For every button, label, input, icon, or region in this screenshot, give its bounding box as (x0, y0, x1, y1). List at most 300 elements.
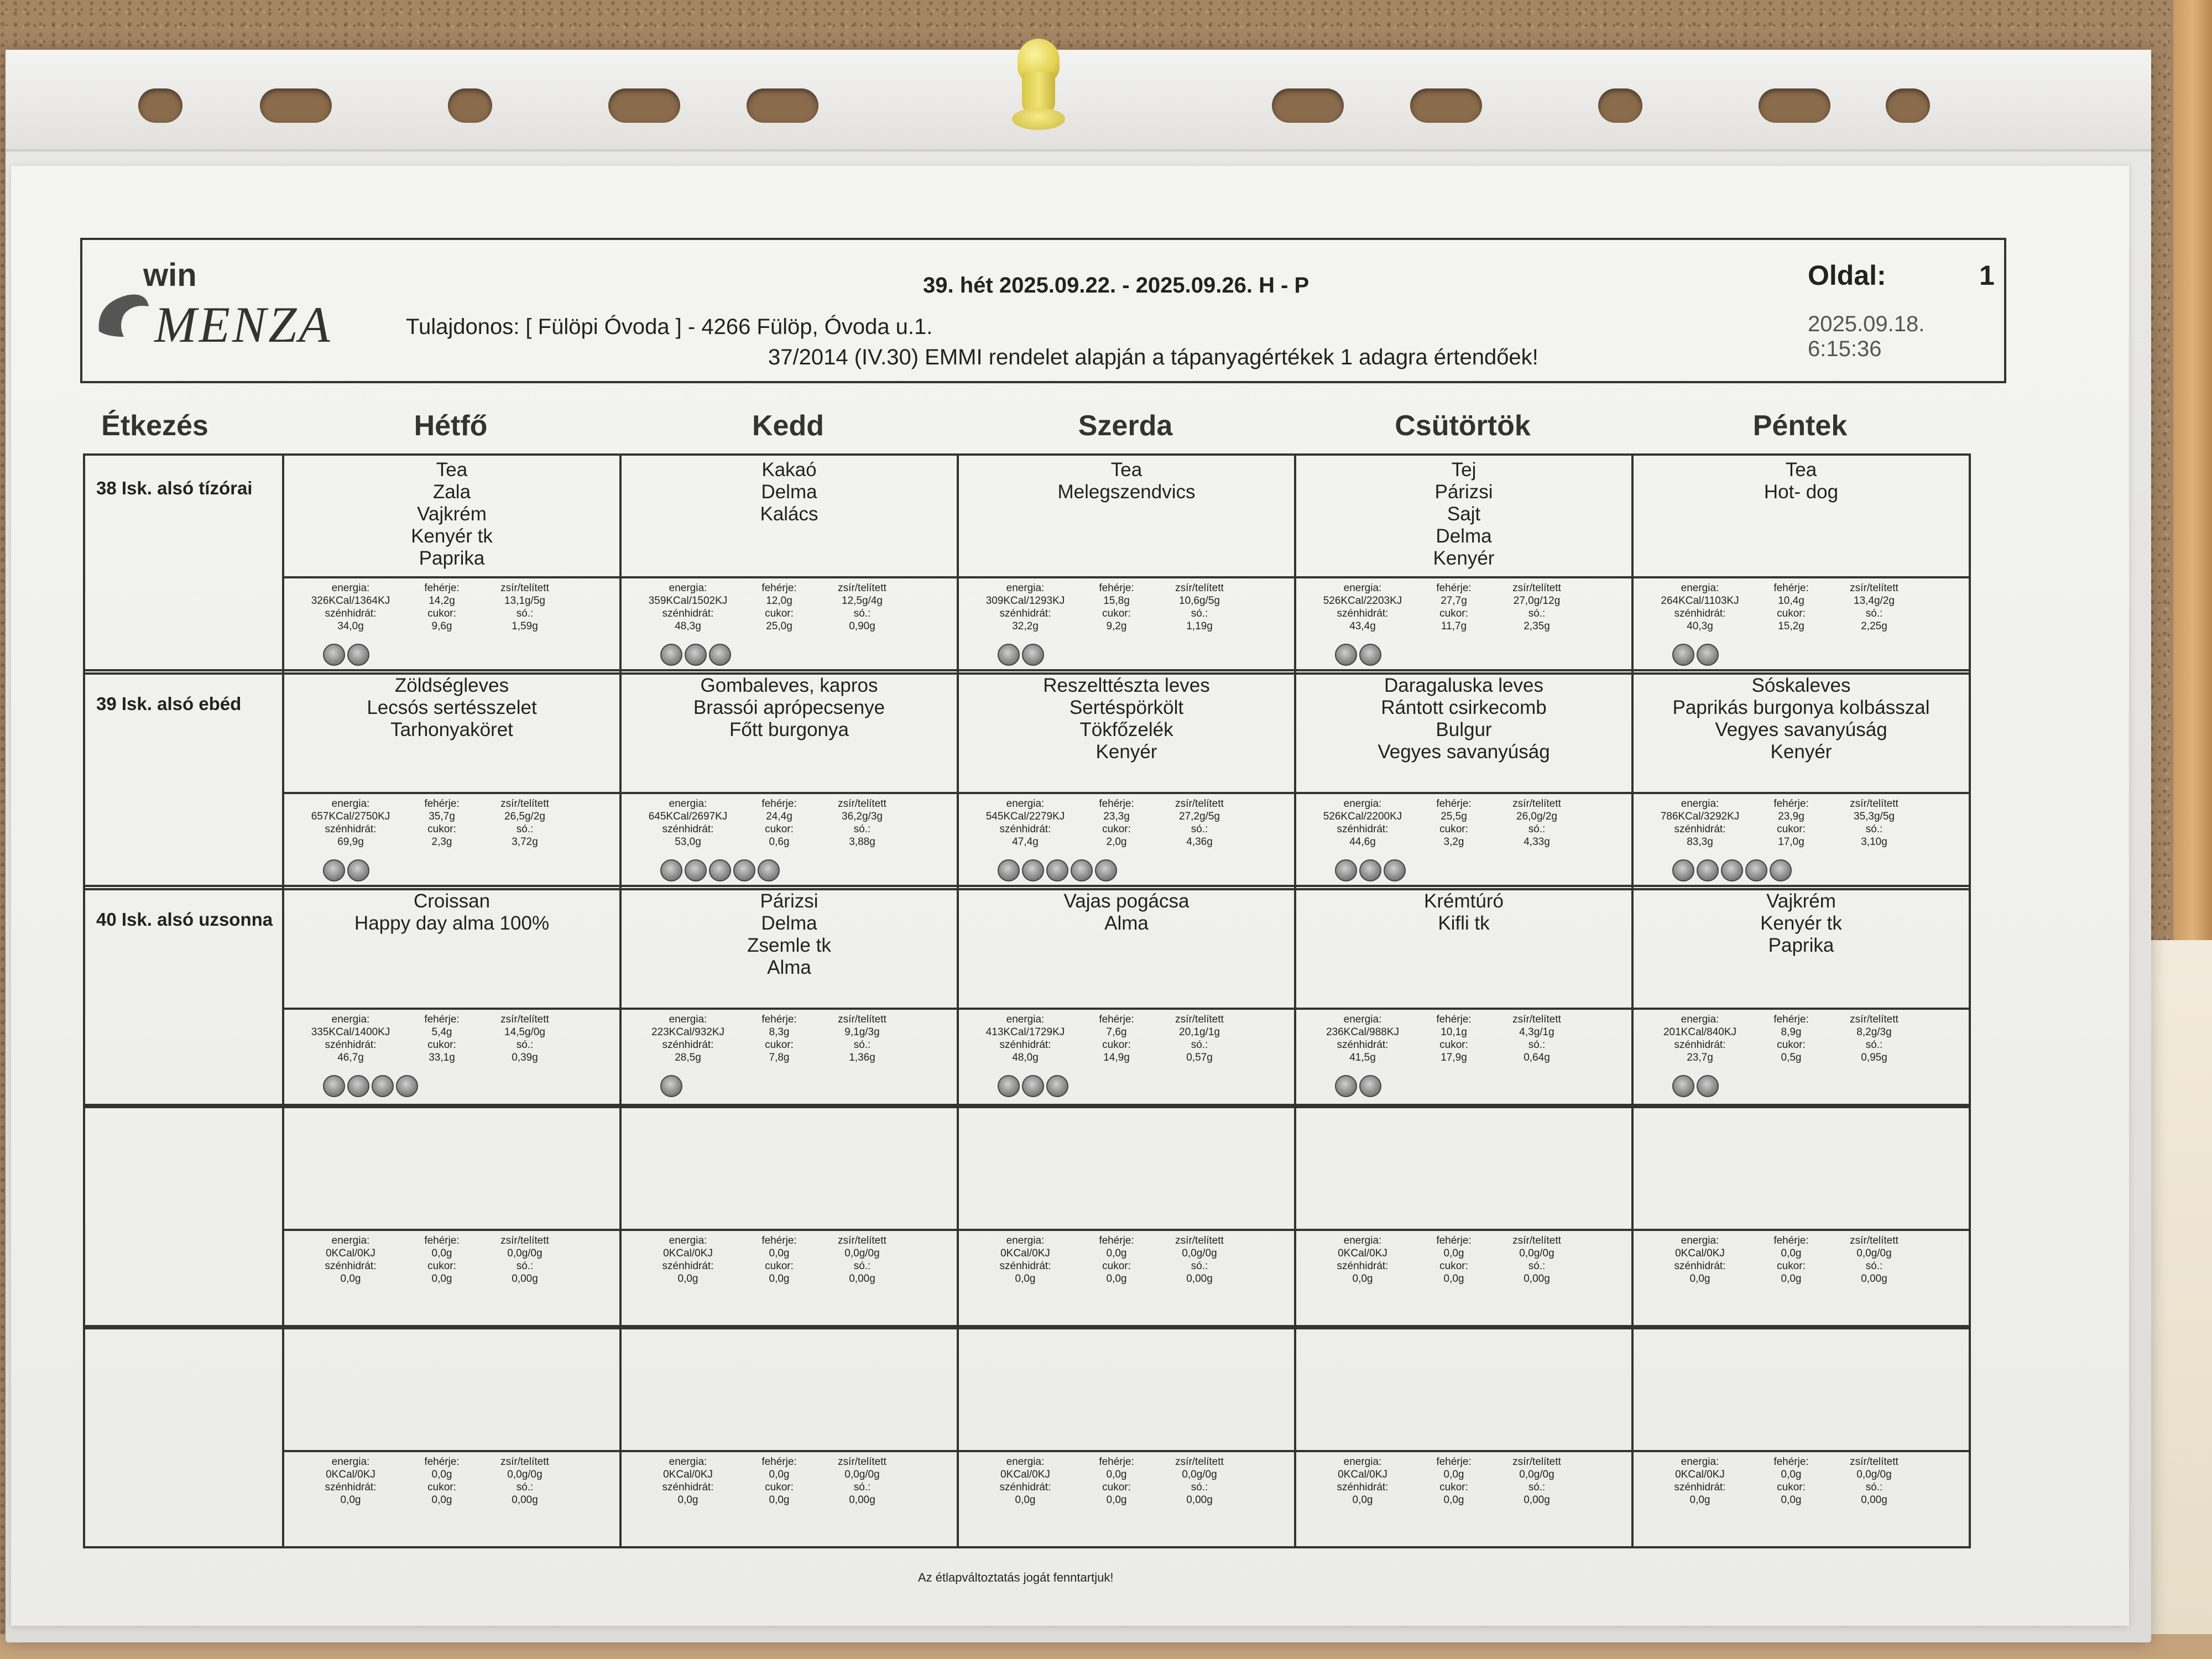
allergen-icons (1335, 1075, 1381, 1097)
dish-item: Párizsi (1434, 481, 1493, 503)
fat-value: 0,0g/0g (507, 1469, 542, 1480)
nutrition-label: fehérje: (1773, 1014, 1809, 1025)
allergen-icon (1046, 1075, 1068, 1097)
nutrition-label: zsír/telített (1512, 1235, 1561, 1246)
energy-value: 413KCal/1729KJ (985, 1026, 1065, 1038)
sugar-value: 25,0g (766, 620, 792, 632)
logo-win: win (143, 257, 197, 293)
salt-value: 3,88g (849, 836, 875, 848)
nutrition-label: fehérje: (761, 1014, 797, 1025)
fat-value: 27,0g/12g (1513, 595, 1561, 607)
dish-item: Vegyes savanyúság (1715, 719, 1887, 740)
allergen-icon (1095, 859, 1117, 881)
column-header-day: Kedd (752, 410, 824, 442)
nutrition-label: zsír/telített (1175, 582, 1224, 594)
carb-value: 0,0g (1689, 1273, 1710, 1285)
nutrition-label: cukor: (1439, 1260, 1468, 1272)
nutrition-block (959, 1229, 1294, 1325)
dish-list (1296, 456, 1631, 570)
nutrition-label: cukor: (1102, 1039, 1131, 1051)
dish-item: Kenyér tk (411, 525, 493, 547)
dish-list (959, 887, 1294, 935)
dish-list (622, 1329, 957, 1333)
menu-cell (1631, 885, 1971, 1106)
salt-value: 0,00g (1524, 1494, 1550, 1506)
menu-cell (957, 453, 1296, 675)
salt-value: 0,00g (1186, 1273, 1213, 1285)
menu-cell (1294, 669, 1634, 890)
nutrition-label: só.: (1191, 1260, 1208, 1272)
dish-list (622, 456, 957, 525)
energy-value: 545KCal/2279KJ (985, 811, 1065, 822)
allergen-icons (1335, 644, 1381, 666)
nutrition-label: szénhidrát: (325, 1039, 377, 1051)
meal-row-label (83, 1106, 282, 1327)
allergen-icons (660, 1075, 682, 1097)
allergen-icon (1770, 859, 1792, 881)
salt-value: 2,35g (1524, 620, 1550, 632)
menu-cell (619, 885, 959, 1106)
salt-value: 0,00g (1861, 1273, 1887, 1285)
sugar-value: 0,0g (1106, 1273, 1127, 1285)
carb-value: 23,7g (1687, 1052, 1713, 1063)
menu-cell (619, 1327, 959, 1548)
fat-value: 8,2g/3g (1856, 1026, 1892, 1038)
nutrition-label: energia: (669, 798, 707, 810)
column-header-day: Hétfő (414, 410, 488, 442)
carb-value: 0,0g (1352, 1494, 1373, 1506)
dish-item: Tea (1785, 459, 1817, 481)
carb-value: 0,0g (677, 1273, 698, 1285)
nutrition-label: zsír/telített (838, 1456, 886, 1468)
sugar-value: 0,0g (769, 1494, 790, 1506)
menu-sheet (11, 166, 2129, 1626)
dish-item: Kakaó (761, 459, 817, 481)
energy-value: 657KCal/2750KJ (311, 811, 390, 822)
nutrition-label: zsír/telített (1850, 798, 1898, 810)
dish-item: Zsemle tk (747, 935, 831, 956)
allergen-icon (733, 859, 755, 881)
nutrition-label: szénhidrát: (999, 608, 1051, 619)
punch-hole (1272, 88, 1344, 123)
dish-item: Melegszendvics (1057, 481, 1196, 503)
allergen-icon (685, 644, 707, 666)
nutrition-label: cukor: (1777, 608, 1806, 619)
menu-cell (1294, 1106, 1634, 1327)
allergen-icon (323, 644, 345, 666)
nutrition-label: szénhidrát: (1674, 1481, 1726, 1493)
fat-value: 0,0g/0g (844, 1248, 880, 1259)
dish-item: Sertéspörkölt (1069, 697, 1184, 718)
punch-hole (1598, 88, 1642, 123)
nutrition-label: szénhidrát: (325, 1260, 377, 1272)
carb-value: 0,0g (677, 1494, 698, 1506)
allergen-icon (1721, 859, 1743, 881)
nutrition-label: só.: (1528, 823, 1546, 835)
column-header-day: Szerda (1078, 410, 1173, 442)
menu-cell (619, 669, 959, 890)
fat-value: 26,0g/2g (1516, 811, 1557, 822)
nutrition-label: cukor: (1102, 1260, 1131, 1272)
nutrition-label: zsír/telített (1512, 1456, 1561, 1468)
punch-hole (1759, 88, 1830, 123)
nutrition-label: szénhidrát: (662, 823, 714, 835)
energy-value: 0KCal/0KJ (663, 1469, 713, 1480)
nutrition-label: zsír/telített (500, 798, 549, 810)
protein-value: 23,9g (1778, 811, 1804, 822)
protein-value: 0,0g (769, 1469, 790, 1480)
dish-item: Zöldségleves (394, 675, 509, 696)
sugar-value: 2,3g (431, 836, 452, 848)
sugar-value: 9,2g (1106, 620, 1127, 632)
nutrition-label: fehérje: (1436, 582, 1472, 594)
sugar-value: 17,9g (1441, 1052, 1467, 1063)
nutrition-label: szénhidrát: (999, 1481, 1051, 1493)
allergen-icon (347, 644, 369, 666)
nutrition-label: szénhidrát: (662, 1260, 714, 1272)
protein-value: 10,1g (1441, 1026, 1467, 1038)
allergen-icons (323, 859, 369, 881)
allergen-icon (709, 859, 731, 881)
nutrition-label: cukor: (1777, 1039, 1806, 1051)
nutrition-label: fehérje: (424, 1456, 460, 1468)
nutrition-block (284, 1450, 619, 1546)
energy-value: 0KCal/0KJ (1000, 1469, 1050, 1480)
nutrition-label: szénhidrát: (1337, 1039, 1389, 1051)
dish-list (1634, 456, 1969, 503)
nutrition-block (284, 792, 619, 888)
menu-cell (619, 1106, 959, 1327)
nutrition-label: cukor: (1439, 823, 1468, 835)
dish-list (959, 456, 1294, 503)
nutrition-label: zsír/telített (1512, 798, 1561, 810)
nutrition-label: energia: (1006, 798, 1045, 810)
allergen-icon (1697, 644, 1719, 666)
dish-item: Tej (1451, 459, 1477, 481)
protein-value: 0,0g (769, 1248, 790, 1259)
menu-grid (83, 453, 2035, 1548)
footer-note: Az étlapváltoztatás jogát fenntartjuk! (918, 1571, 1114, 1584)
nutrition-label: zsír/telített (1175, 1456, 1224, 1468)
allergen-icon (396, 1075, 418, 1097)
dish-list (1296, 671, 1631, 763)
allergen-icons (323, 1075, 418, 1097)
board-frame (2173, 0, 2212, 940)
nutrition-label: só.: (1191, 608, 1208, 619)
sugar-value: 2,0g (1106, 836, 1127, 848)
salt-value: 2,25g (1861, 620, 1887, 632)
dish-list (959, 1329, 1294, 1333)
protein-value: 0,0g (1106, 1248, 1127, 1259)
allergen-icon (1359, 1075, 1381, 1097)
dish-item: Paprika (1768, 935, 1834, 956)
allergen-icons (1672, 1075, 1719, 1097)
nutrition-label: zsír/telített (838, 1014, 886, 1025)
sugar-value: 7,8g (769, 1052, 790, 1063)
dish-list (1634, 1329, 1969, 1333)
nutrition-label: só.: (1528, 1260, 1546, 1272)
sugar-value: 0,5g (1781, 1052, 1802, 1063)
energy-value: 645KCal/2697KJ (648, 811, 728, 822)
nutrition-block (1296, 1450, 1631, 1546)
nutrition-label: zsír/telített (1850, 582, 1898, 594)
sugar-value: 0,0g (1443, 1273, 1464, 1285)
carb-value: 48,3g (675, 620, 701, 632)
dish-item: Vajas pogácsa (1063, 890, 1190, 912)
fat-value: 20,1g/1g (1179, 1026, 1220, 1038)
salt-value: 1,36g (849, 1052, 875, 1063)
protein-value: 0,0g (1443, 1248, 1464, 1259)
carb-value: 0,0g (1015, 1273, 1036, 1285)
menu-cell (957, 1327, 1296, 1548)
allergen-icon (323, 1075, 345, 1097)
energy-value: 359KCal/1502KJ (648, 595, 728, 607)
nutrition-label: só.: (1528, 608, 1546, 619)
allergen-icon (1384, 859, 1406, 881)
nutrition-block (1296, 1229, 1631, 1325)
salt-value: 0,00g (512, 1494, 538, 1506)
dish-item: Vajkrém (417, 503, 487, 525)
fat-value: 0,0g/0g (1856, 1469, 1892, 1480)
allergen-icon (347, 859, 369, 881)
energy-value: 264KCal/1103KJ (1661, 595, 1739, 607)
nutrition-label: zsír/telített (500, 1456, 549, 1468)
fat-value: 0,0g/0g (1519, 1248, 1554, 1259)
dish-list (1296, 1329, 1631, 1333)
sugar-value: 0,0g (769, 1273, 790, 1285)
nutrition-label: energia: (331, 798, 370, 810)
nutrition-label: energia: (1343, 1456, 1382, 1468)
nutrition-label: szénhidrát: (999, 1039, 1051, 1051)
nutrition-label: zsír/telített (1850, 1456, 1898, 1468)
nutrition-label: zsír/telített (838, 1235, 886, 1246)
allergen-icon (1335, 859, 1357, 881)
meal-row-label: 39 Isk. alsó ebéd (83, 669, 282, 890)
dish-item: Tea (1110, 459, 1142, 481)
nutrition-label: fehérje: (1773, 798, 1809, 810)
sugar-value: 14,9g (1103, 1052, 1130, 1063)
protein-value: 24,4g (766, 811, 792, 822)
protein-value: 0,0g (431, 1248, 452, 1259)
dish-item: Sóskaleves (1751, 675, 1851, 696)
punch-hole (608, 88, 680, 123)
dish-list (622, 887, 957, 979)
dish-item: Bulgur (1436, 719, 1492, 740)
menu-cell (282, 885, 622, 1106)
nutrition-label: szénhidrát: (1337, 1260, 1389, 1272)
nutrition-block (959, 792, 1294, 888)
protein-value: 23,3g (1103, 811, 1130, 822)
nutrition-label: cukor: (427, 823, 456, 835)
nutrition-block (959, 1450, 1294, 1546)
allergen-icon (660, 644, 682, 666)
nutrition-label: energia: (1681, 798, 1719, 810)
menu-cell (1631, 669, 1971, 890)
nutrition-label: energia: (1343, 798, 1382, 810)
nutrition-block (1296, 792, 1631, 888)
nutrition-block (622, 576, 957, 672)
nutrition-label: cukor: (1102, 608, 1131, 619)
punch-hole (1410, 88, 1482, 123)
nutrition-block (1634, 576, 1969, 672)
nutrition-label: szénhidrát: (662, 608, 714, 619)
allergen-icons (998, 1075, 1068, 1097)
fat-value: 35,3g/5g (1854, 811, 1895, 822)
column-header-meal: Étkezés (101, 410, 208, 442)
dish-item: Gombaleves, kapros (700, 675, 878, 696)
nutrition-label: só.: (1191, 1039, 1208, 1051)
nutrition-label: só.: (853, 1260, 871, 1272)
dish-item: Hot- dog (1764, 481, 1839, 503)
energy-value: 526KCal/2200KJ (1323, 811, 1402, 822)
dish-list (1296, 887, 1631, 935)
nutrition-label: fehérje: (1436, 1014, 1472, 1025)
protein-value: 15,8g (1103, 595, 1130, 607)
nutrition-block (959, 1008, 1294, 1104)
dish-list (284, 671, 619, 741)
dish-list (284, 1108, 619, 1112)
allergen-icon (1022, 859, 1044, 881)
nutrition-label: zsír/telített (500, 1235, 549, 1246)
dish-list (284, 1329, 619, 1333)
energy-value: 236KCal/988KJ (1326, 1026, 1400, 1038)
salt-value: 4,36g (1186, 836, 1213, 848)
energy-value: 0KCal/0KJ (1000, 1248, 1050, 1259)
allergen-icons (998, 859, 1117, 881)
nutrition-label: só.: (1865, 608, 1883, 619)
sugar-value: 15,2g (1778, 620, 1804, 632)
push-pin (1006, 39, 1067, 133)
nutrition-label: energia: (331, 1014, 370, 1025)
salt-value: 3,72g (512, 836, 538, 848)
fat-value: 12,5g/4g (842, 595, 883, 607)
dish-list (622, 1108, 957, 1112)
salt-value: 0,00g (1186, 1494, 1213, 1506)
salt-value: 1,59g (512, 620, 538, 632)
nutrition-label: só.: (1865, 1481, 1883, 1493)
nutrition-label: energia: (669, 1456, 707, 1468)
dish-item: Kenyér tk (1760, 912, 1842, 934)
nutrition-label: só.: (516, 1260, 534, 1272)
salt-value: 0,90g (849, 620, 875, 632)
menu-cell (1631, 453, 1971, 675)
nutrition-label: cukor: (1777, 823, 1806, 835)
nutrition-label: zsír/telített (1512, 582, 1561, 594)
nutrition-label: szénhidrát: (325, 1481, 377, 1493)
nutrition-label: energia: (331, 1235, 370, 1246)
allergen-icon (660, 859, 682, 881)
protein-value: 0,0g (1781, 1469, 1802, 1480)
menu-header (80, 238, 2006, 383)
fat-value: 13,1g/5g (504, 595, 545, 607)
sugar-value: 0,0g (1781, 1273, 1802, 1285)
nutrition-label: fehérje: (1099, 798, 1134, 810)
allergen-icon (323, 859, 345, 881)
protein-value: 27,7g (1441, 595, 1467, 607)
nutrition-block (1634, 1008, 1969, 1104)
dish-item: Tarhonyaköret (390, 719, 513, 740)
protein-value: 0,0g (1781, 1248, 1802, 1259)
nutrition-label: zsír/telített (1512, 1014, 1561, 1025)
protein-value: 8,9g (1781, 1026, 1802, 1038)
nutrition-label: energia: (669, 582, 707, 594)
energy-value: 201KCal/840KJ (1663, 1026, 1737, 1038)
column-header-day: Csütörtök (1395, 410, 1531, 442)
nutrition-label: szénhidrát: (325, 823, 377, 835)
carb-value: 41,5g (1349, 1052, 1376, 1063)
carb-value: 40,3g (1687, 620, 1713, 632)
dish-item: Rántott csirkecomb (1381, 697, 1547, 718)
dish-list (1634, 671, 1969, 763)
dish-item: Daragaluska leves (1384, 675, 1543, 696)
nutrition-label: energia: (669, 1235, 707, 1246)
carb-value: 53,0g (675, 836, 701, 848)
salt-value: 0,95g (1861, 1052, 1887, 1063)
fat-value: 0,0g/0g (1182, 1469, 1217, 1480)
dish-list (959, 1108, 1294, 1112)
nutrition-label: cukor: (427, 1039, 456, 1051)
nutrition-label: só.: (516, 1481, 534, 1493)
energy-value: 223KCal/932KJ (651, 1026, 725, 1038)
allergen-icon (347, 1075, 369, 1097)
menu-cell (1294, 453, 1634, 675)
protein-value: 14,2g (429, 595, 455, 607)
meal-row-label (83, 1327, 282, 1548)
sugar-value: 11,7g (1441, 620, 1467, 632)
nutrition-label: cukor: (427, 1481, 456, 1493)
menu-cell (1631, 1327, 1971, 1548)
nutrition-label: zsír/telített (1850, 1014, 1898, 1025)
nutrition-block (959, 576, 1294, 672)
fat-value: 27,2g/5g (1179, 811, 1220, 822)
allergen-icons (998, 644, 1044, 666)
nutrition-label: cukor: (1777, 1481, 1806, 1493)
punch-hole (1886, 88, 1930, 123)
dish-item: Zala (432, 481, 471, 503)
nutrition-label: fehérje: (1773, 1456, 1809, 1468)
menu-cell (282, 1327, 622, 1548)
nutrition-label: energia: (1681, 1235, 1719, 1246)
nutrition-label: só.: (1865, 1260, 1883, 1272)
allergen-icon (1359, 859, 1381, 881)
nutrition-label: szénhidrát: (1337, 608, 1389, 619)
nutrition-label: szénhidrát: (662, 1039, 714, 1051)
nutrition-block (1296, 576, 1631, 672)
regulation-note: 37/2014 (IV.30) EMMI rendelet alapján a tápanyagértékek 1 adagra értendőek! (768, 345, 1538, 369)
salt-value: 0,00g (849, 1494, 875, 1506)
fat-value: 0,0g/0g (507, 1248, 542, 1259)
sugar-value: 0,6g (769, 836, 790, 848)
nutrition-label: zsír/telített (838, 798, 886, 810)
sugar-value: 0,0g (431, 1494, 452, 1506)
nutrition-label: energia: (1343, 1014, 1382, 1025)
energy-value: 309KCal/1293KJ (985, 595, 1065, 607)
energy-value: 335KCal/1400KJ (311, 1026, 390, 1038)
sugar-value: 17,0g (1778, 836, 1804, 848)
salt-value: 0,57g (1186, 1052, 1213, 1063)
nutrition-block (622, 1229, 957, 1325)
dish-item: Paprikás burgonya kolbásszal (1672, 697, 1930, 718)
fat-value: 0,0g/0g (1182, 1248, 1217, 1259)
allergen-icon (1745, 859, 1767, 881)
nutrition-label: fehérje: (1436, 1456, 1472, 1468)
energy-value: 786KCal/3292KJ (1660, 811, 1740, 822)
nutrition-label: zsír/telített (500, 582, 549, 594)
protein-value: 0,0g (1443, 1469, 1464, 1480)
allergen-icon (1359, 644, 1381, 666)
nutrition-label: só.: (516, 608, 534, 619)
dish-item: Delma (761, 912, 817, 934)
